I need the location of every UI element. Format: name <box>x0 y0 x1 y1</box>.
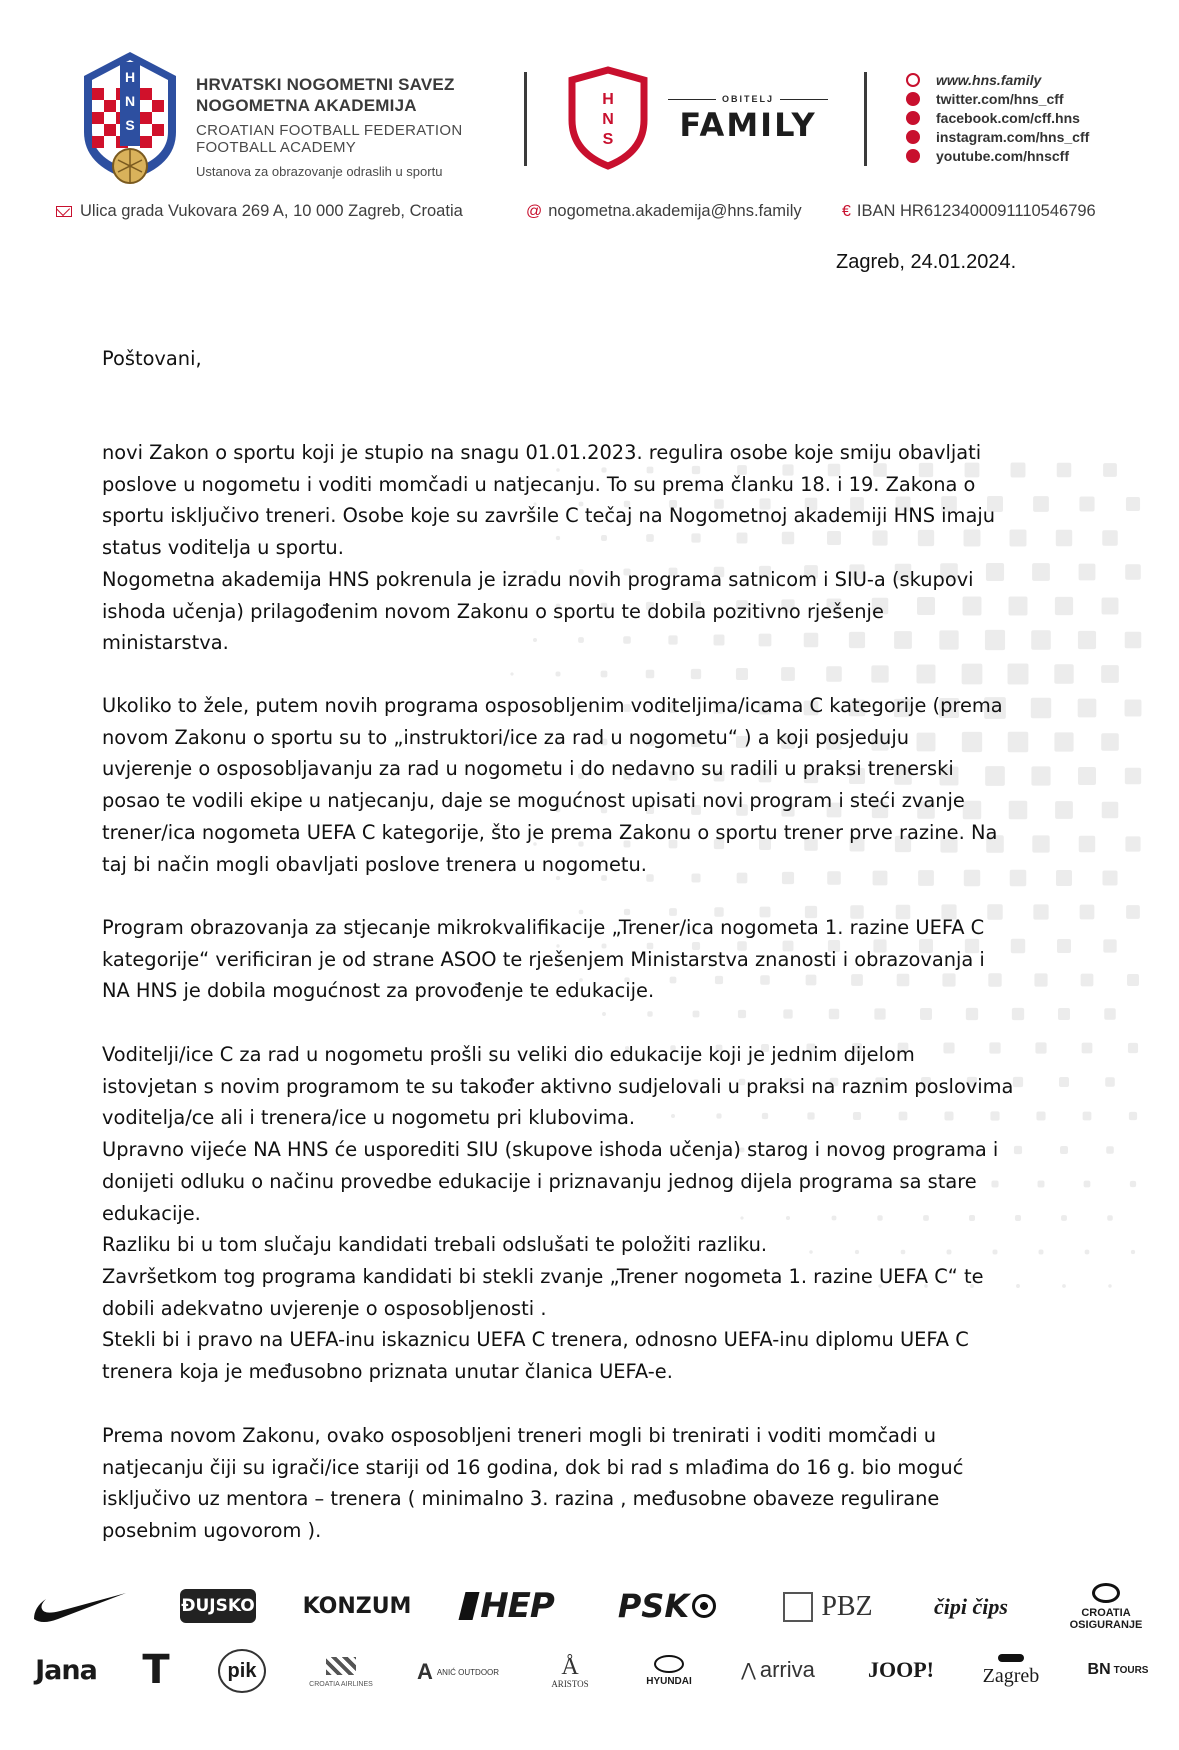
at-sign-icon: @ <box>526 202 543 220</box>
background-dot <box>1107 1215 1113 1221</box>
background-dot <box>1128 1043 1138 1053</box>
family-big-label: FAMILY <box>679 106 817 144</box>
background-dot <box>738 1010 746 1018</box>
contact-bar <box>0 202 1179 228</box>
background-dot <box>966 1008 978 1020</box>
background-dot <box>1125 564 1141 580</box>
address-text: Ulica grada Vukovara 269 A, 10 000 Zagreb, Croatia <box>80 202 463 220</box>
hep-mark-icon <box>459 1592 480 1620</box>
social-links <box>906 70 1166 165</box>
background-dot <box>874 1008 885 1019</box>
facebook-icon <box>906 111 920 125</box>
psk-logo: PSK <box>608 1587 726 1625</box>
iban-text: IBAN HR6123400091110546796 <box>856 202 1096 220</box>
croatia-osiguranje-mark-icon <box>1092 1583 1120 1603</box>
background-dot <box>826 666 842 682</box>
croatia-osiguranje-logo: CROATIA OSIGURANJE <box>1056 1579 1156 1635</box>
checkered-mark-icon <box>326 1657 356 1675</box>
background-dot <box>916 664 935 683</box>
header-divider <box>864 72 867 166</box>
cipi-cips-logo: čipi čips <box>934 1594 1008 1619</box>
svg-text:S: S <box>602 131 614 148</box>
background-dot <box>1101 733 1119 751</box>
paragraph-5: Prema novom Zakonu, ovako osposobljeni treneri mogli bi trenirati i voditi momčadi u natjecanju čiji su igrači/ice stariji od 16 godina, dok bi rad s mlađima do 16 g. bio moguć isključivo uz mentora – trenera ( minimalno 3. razina , međusobne obaveze regulirane posebnim ugovorom ). <box>102 1424 964 1543</box>
background-dot <box>1008 664 1029 685</box>
social-link-instagram[interactable]: instagram.com/hns_cff <box>906 127 1166 146</box>
globe-icon <box>906 73 920 87</box>
arriva-logo: ⋀ arriva <box>741 1657 815 1682</box>
org-en-line2: FOOTBALL ACADEMY <box>196 139 357 156</box>
hotel-aristos-logo: Å ARISTOS <box>551 1654 589 1689</box>
hyundai-logo: HYUNDAI <box>634 1651 704 1691</box>
background-dot <box>1103 939 1116 952</box>
family-small-label: OBITELJ <box>722 94 775 104</box>
euro-icon: € <box>842 202 851 220</box>
background-dot <box>601 671 608 678</box>
email-item[interactable] <box>526 202 802 221</box>
social-link-twitter[interactable]: twitter.com/hns_cff <box>906 89 1166 108</box>
background-dot <box>510 672 513 675</box>
hns-crest-logo <box>78 48 182 188</box>
tours-mark-icon: BN <box>1087 1661 1111 1678</box>
croatia-airlines-logo: CROATIA AIRLINES <box>306 1649 376 1695</box>
svg-text:N: N <box>602 111 614 128</box>
email-text: nogometna.akademija@hns.family <box>548 202 802 220</box>
background-dot <box>647 1011 652 1016</box>
letterhead <box>0 40 1179 200</box>
background-dot <box>1125 700 1142 717</box>
paragraph-4: Voditelji/ice C za rad u nogometu prošli su veliki dio edukacije koji je jednim dijelom istovjetan s novim programom te su također aktivno sudjelovali u praksi na raznim poslovima voditelja/ce ali i trenera/ice u nogometu pri klubovima. Upravno vijeće NA HNS će usporediti SIU (skupove ishoda učenja) starog i novog programa i donijeti odluku o načinu provedbe edukacije i priznavanju jednog dijela programa sa stare edukacije. Razliku bi u tom slučaju kandidati trebali odslušati te položiti razliku. Završetkom tog programa kandidati bi stekli zvanje „Trener nogometa 1. razine UEFA C“ te dobili adekvatno uvjerenje o osposobljenosti . Stekli bi i pravo na UEFA-inu iskaznicu UEFA C trenera, odnosno UEFA-inu diplomu UEFA C trenera koja je međusobno priznata unutar članica UEFA-e. <box>102 1043 1014 1384</box>
tours-logo: BN TOURS <box>1087 1661 1149 1678</box>
background-dot <box>1102 870 1117 885</box>
hep-logo: HEP <box>458 1587 558 1625</box>
background-dot <box>691 669 701 679</box>
hns-family-shield-logo <box>566 66 650 170</box>
background-dot <box>1105 1077 1115 1087</box>
background-dot <box>1127 974 1139 986</box>
paragraph-1: novi Zakon o sportu koji je stupio na snagu 01.01.2023. regulira osobe koje smiju obavljati poslove u nogometu i voditi momčadi u natjecanju. To su prema članku 18. i 19. Zakona o sportu isključivo treneri. Osobe koje su završile C tečaj na Nogometnoj akademiji HNS imaju status voditelja u sportu. Nogometna akademija HNS pokrenula je izradu novih programa satnicom i SIU-a (skupovi ishoda učenja) prilagođenim novom Zakonu o sportu te dobila pozitivno rješenje ministarstva. <box>102 441 996 655</box>
svg-text:H: H <box>124 69 136 85</box>
header-divider <box>524 72 527 166</box>
ozujsko-logo: ĐUJSKO <box>180 1589 256 1623</box>
background-dot <box>783 1009 792 1018</box>
background-dot <box>1125 836 1140 851</box>
background-dot <box>781 667 795 681</box>
background-dot <box>1126 497 1140 511</box>
social-link-web[interactable]: www.hns.family <box>906 70 1166 89</box>
background-dot <box>920 1008 932 1020</box>
background-dot <box>1012 1008 1024 1020</box>
letter-date: Zagreb, 24.01.2024. <box>836 251 1017 273</box>
organization-block <box>196 74 496 179</box>
social-link-facebook[interactable]: facebook.com/cff.hns <box>906 108 1166 127</box>
background-dot <box>1102 598 1119 615</box>
background-dot <box>1058 1008 1070 1020</box>
background-dot <box>602 1012 606 1016</box>
background-dot <box>1054 664 1073 683</box>
pbz-logo: PBZ <box>776 1589 880 1625</box>
background-dot <box>736 668 748 680</box>
football-icon <box>692 1594 716 1618</box>
family-wordmark <box>668 94 828 144</box>
org-en-line1: CROATIAN FOOTBALL FEDERATION <box>196 122 463 139</box>
jana-logo: Jana <box>35 1654 97 1686</box>
hyundai-mark-icon <box>654 1655 684 1673</box>
twitter-icon <box>906 92 920 106</box>
paragraph-2: Ukoliko to žele, putem novih programa osposobljenim voditeljima/icama C kategorije (prema novom Zakonu o sportu su to „instruktori/ice za rad u nogometu“ ) a koji posjeduju uvjerenje o osposobljavanju za rad u nogometu i do nedavno su radili u praksi trenerski posao te vodili ekipe u natjecanju, daje se mogućnost upisati novi program i steći zvanje trener/ica nogometa UEFA C kategorije, što je prema Zakonu o sportu trener prve razine. Na taj bi način mogli obavljati poslove trenera u nogometu. <box>102 694 1003 876</box>
instagram-icon <box>906 130 920 144</box>
anic-a-icon: A <box>416 1659 433 1684</box>
background-dot <box>556 672 561 677</box>
background-dot <box>1102 530 1117 545</box>
joop-logo: JOOP! <box>868 1657 934 1682</box>
nike-swoosh-logo <box>32 1585 128 1627</box>
background-dot <box>1106 1146 1114 1154</box>
iban-item <box>842 202 1096 221</box>
background-dot <box>871 665 888 682</box>
org-name-line2: NOGOMETNA AKADEMIJA <box>196 96 417 115</box>
background-dot <box>1125 768 1141 784</box>
org-subtitle: Ustanova za obrazovanje odraslih u sportu <box>196 164 443 179</box>
anic-outdoor-logo: A ANIĆ OUTDOOR <box>416 1659 500 1684</box>
background-dot <box>1126 905 1140 919</box>
background-dot <box>1129 1112 1137 1120</box>
svg-text:N: N <box>124 93 136 109</box>
background-dot <box>1103 463 1117 477</box>
background-dot <box>1104 1008 1115 1019</box>
background-dot <box>693 1011 700 1018</box>
background-dot <box>1130 1181 1136 1187</box>
wordmark-rule <box>780 99 828 100</box>
social-link-youtube[interactable]: youtube.com/hnscff <box>906 146 1166 165</box>
pik-logo: pik <box>218 1649 266 1693</box>
pbz-mark-icon <box>783 1592 813 1622</box>
background-dot <box>1131 1250 1135 1254</box>
background-dot <box>1101 665 1119 683</box>
zagreb-mark-icon <box>998 1654 1024 1662</box>
greeting: Poštovani, <box>102 347 202 370</box>
background-dot <box>962 664 983 685</box>
aristos-mark-icon: Å <box>561 1654 579 1680</box>
background-dot <box>1108 1284 1111 1287</box>
zagreb-tourism-logo: Zagreb <box>978 1649 1044 1693</box>
youtube-icon <box>906 149 920 163</box>
svg-text:S: S <box>125 117 135 133</box>
svg-text:H: H <box>602 91 614 108</box>
envelope-icon <box>56 206 72 217</box>
org-name-line1: HRVATSKI NOGOMETNI SAVEZ <box>196 75 455 94</box>
address-item <box>56 202 463 221</box>
paragraph-3: Program obrazovanja za stjecanje mikrokvalifikacije „Trener/ica nogometa 1. razine UEFA C kategorije“ verificiran je od strane ASOO te rješenjem Ministarstva znanosti i obrazovanja i NA HNS je dobila mogućnost za provođenje te edukacije. <box>102 916 985 1003</box>
sponsor-logos <box>0 1575 1179 1750</box>
background-dot <box>646 670 655 679</box>
arriva-mark-icon: ⋀ <box>741 1659 756 1680</box>
telekom-logo: T <box>142 1647 170 1693</box>
konzum-logo: KONZUM <box>302 1593 412 1619</box>
wordmark-rule <box>668 99 716 100</box>
background-dot <box>829 1009 839 1019</box>
background-dot <box>1125 632 1142 649</box>
background-dot <box>1102 802 1119 819</box>
